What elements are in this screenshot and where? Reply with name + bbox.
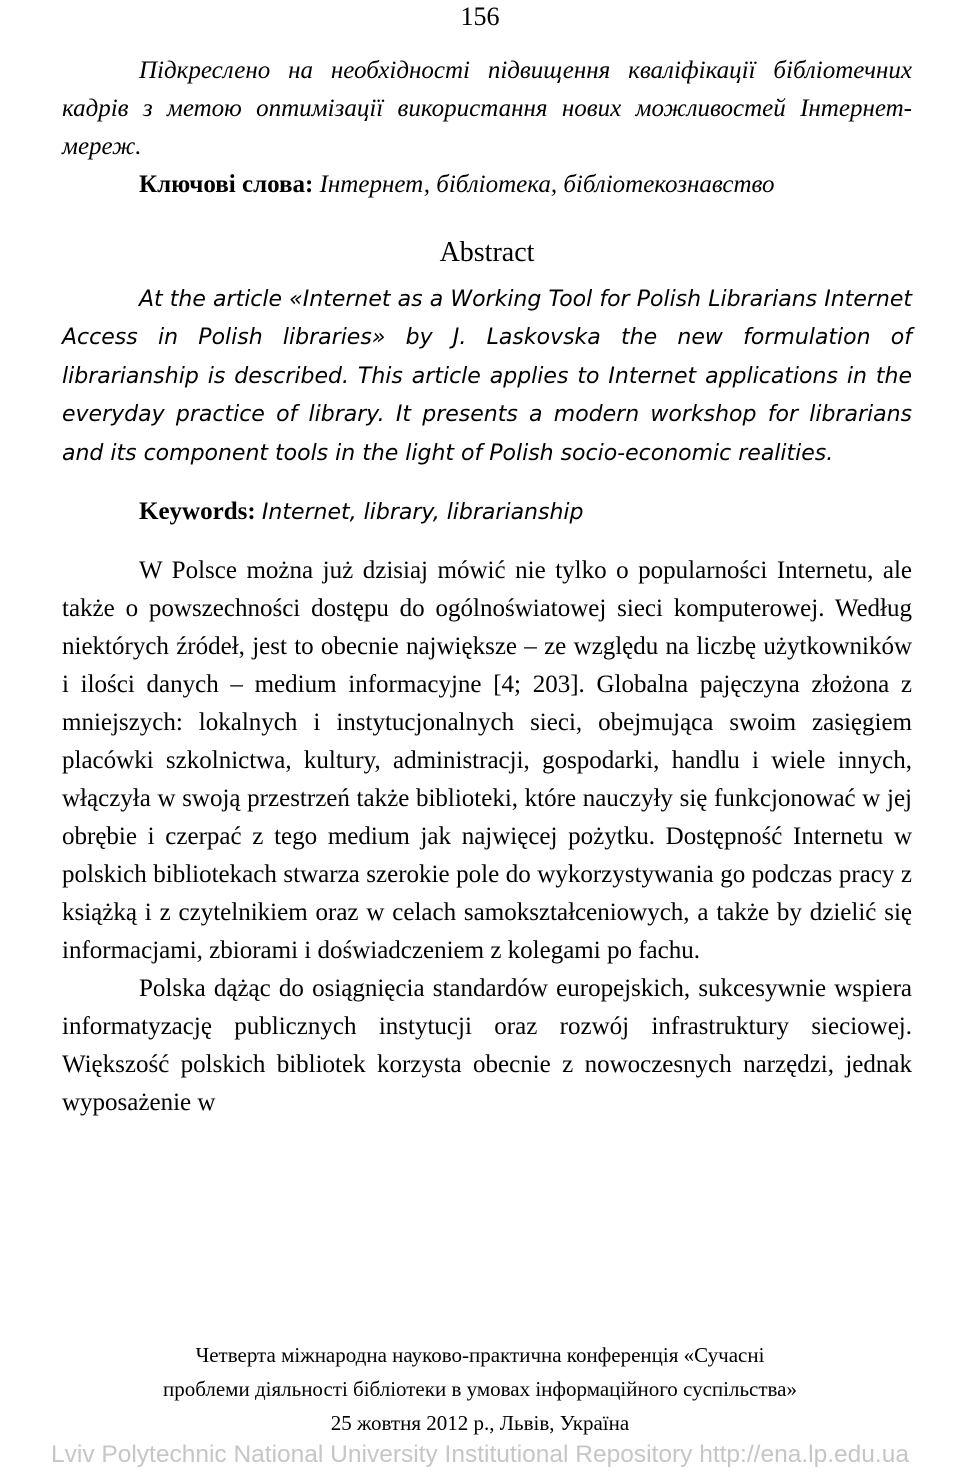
- ukrainian-summary: Підкреслено на необхідності підвищення кваліфікації бібліотечних кадрів з метою оптимізації використання нових можливостей Інтернет-мереж.: [62, 57, 912, 160]
- repository-watermark: Lviv Polytechnic National University Institutional Repository http://ena.lp.edu.ua: [51, 1441, 909, 1468]
- ukrainian-keywords-label: Ключові слова:: [139, 171, 314, 198]
- abstract-heading: Abstract: [439, 237, 535, 268]
- english-keywords-label: Keywords:: [139, 498, 256, 526]
- footer-line-1: Четверта міжнародна науково-практична конференція «Сучасні: [195, 1343, 765, 1367]
- page-number: 156: [460, 2, 500, 31]
- conference-footer: [0, 1338, 960, 1440]
- english-keywords-values: Internet, library, librarianship: [261, 500, 584, 526]
- body-paragraph-1: W Polsce można już dzisiaj mówić nie tylko o popularności Internetu, ale także o powszechności dostępu do ogólnoświatowej sieci komputerowej. Według niektórych źródeł, jest to obecnie największe – ze względu na liczbę użytkowników i ilości danych – medium informacyjne [4; 203]. Globalna pajęczyna złożona z mniejszych: lokalnych i instytucjonalnych sieci, obejmująca swoim zasięgiem placówki szkolnictwa, kultury, administracji, gospodarki, handlu i wiele innych, włączyła w swoją przestrzeń także biblioteki, które nauczyły się funkcjonować w jej obrębie i czerpać z tego medium jak najwięcej pożytku. Dostępność Internetu w polskich bibliotekach stwarza szerokie pole do wykorzystywania go podczas pracy z książką i z czytelnikiem oraz w celach samokształceniowych, a także by dzielić się informacjami, zbiorami i doświadczeniem z kolegami po fachu.: [62, 557, 912, 965]
- page-content: [62, 52, 912, 1122]
- english-keywords: [62, 493, 912, 532]
- abstract-text: At the article «Internet as a Working Tool for Polish Librarians Internet Access in Polish libraries» by J. Laskovska the new formulation of librarianship is described. This article applies to Internet applications in the everyday practice of library. It presents a modern workshop for librarians and its component tools in the light of Polish socio-economic realities.: [62, 287, 912, 466]
- body-text: [62, 552, 912, 1122]
- ukrainian-keywords-values: Інтернет, бібліотека, бібліотекознавство: [319, 171, 775, 198]
- footer-line-3: 25 жовтня 2012 р., Львів, Україна: [330, 1411, 630, 1435]
- footer-line-2: проблеми діяльності бібліотеки в умовах інформаційного суспільства»: [162, 1377, 798, 1401]
- ukrainian-keywords: [62, 166, 912, 204]
- body-paragraph-2: Polska dążąc do osiągnięcia standardów europejskich, sukcesywnie wspiera informatyzację publicznych instytucji oraz rozwój infrastruktury sieciowej. Większość polskich bibliotek korzysta obecnie z nowoczesnych narzędzi, jednak wyposażenie w: [62, 975, 912, 1117]
